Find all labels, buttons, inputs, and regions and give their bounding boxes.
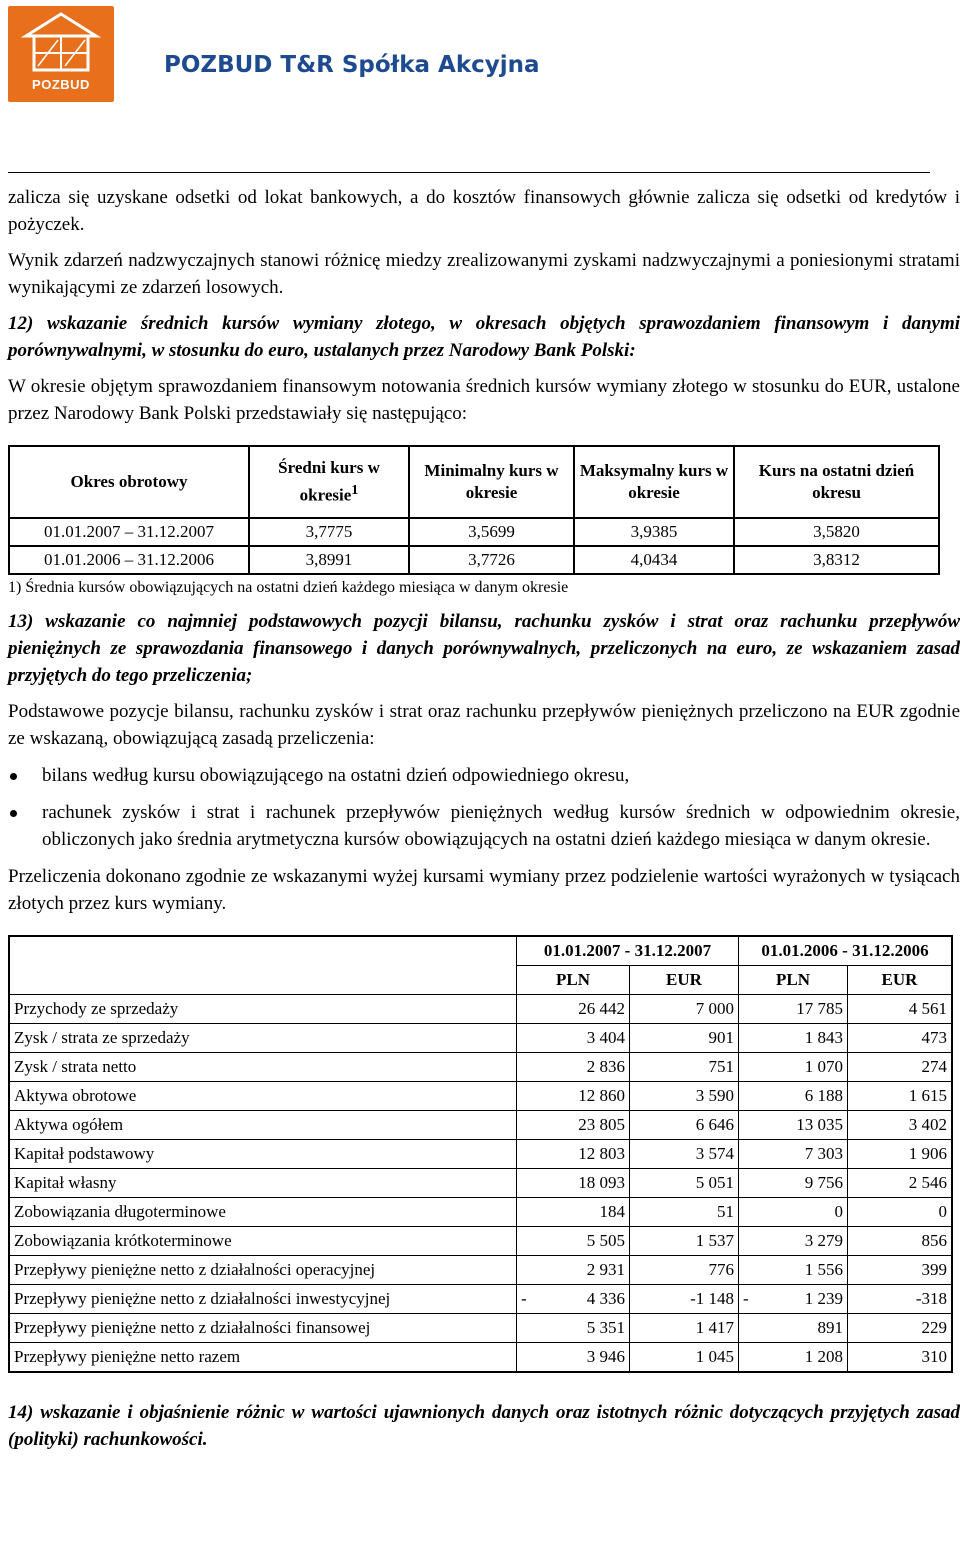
fin-cell bbox=[517, 995, 630, 1024]
intro-paragraph-1: zalicza się uzyskane odsetki od lokat bankowych, a do kosztów finansowych głównie zalicza się odsetki od kredytów i pożyczek. bbox=[8, 187, 960, 235]
rates-cell: 3,7726 bbox=[409, 546, 574, 574]
fin-row-label: Przepływy pieniężne netto z działalności operacyjnej bbox=[9, 1256, 517, 1285]
fin-cell bbox=[848, 1198, 953, 1227]
fin-cell bbox=[848, 995, 953, 1024]
fin-cell bbox=[848, 1285, 953, 1314]
fin-cell bbox=[630, 1314, 739, 1343]
table-row bbox=[9, 1082, 952, 1111]
logo-text: POZBUD bbox=[32, 77, 90, 92]
rates-cell: 01.01.2006 – 31.12.2006 bbox=[9, 546, 249, 574]
rates-header-last: Kurs na ostatni dzień okresu bbox=[734, 446, 939, 518]
fin-cell-value: 12 803 bbox=[578, 1144, 625, 1163]
fin-cell bbox=[517, 1314, 630, 1343]
fin-cell-value: 3 402 bbox=[908, 1115, 947, 1134]
fin-blank-header bbox=[9, 936, 517, 995]
table-row bbox=[9, 1256, 952, 1285]
section-12-text: W okresie objętym sprawozdaniem finansowym notowania średnich kursów wymiany złotego w stosunku do EUR, ustalone przez Narodowy Bank Polski przedstawiały się następująco: bbox=[8, 376, 960, 424]
rates-header-row bbox=[9, 446, 939, 518]
fin-cell-value: 1 615 bbox=[908, 1086, 947, 1105]
fin-cell bbox=[739, 1169, 848, 1198]
table-row bbox=[9, 1314, 952, 1343]
fin-cell-value: 1 208 bbox=[804, 1347, 843, 1366]
list-item-text: bilans według kursu obowiązującego na ostatni dzień odpowiedniego okresu, bbox=[42, 765, 630, 786]
fin-cell-value: 7 303 bbox=[804, 1144, 843, 1163]
fin-cell-value: 17 785 bbox=[796, 999, 843, 1018]
footnote-mark: 1 bbox=[351, 482, 359, 499]
fin-cell-value: 1 537 bbox=[695, 1231, 734, 1250]
company-logo bbox=[8, 6, 114, 102]
fin-cell bbox=[848, 1140, 953, 1169]
list-item bbox=[8, 762, 960, 789]
fin-cell-value: 310 bbox=[921, 1347, 947, 1366]
fin-cell-value: 229 bbox=[921, 1318, 947, 1337]
fin-cell-value: 4 561 bbox=[908, 999, 947, 1018]
rates-header-period: Okres obrotowy bbox=[9, 446, 249, 518]
page-header bbox=[8, 0, 948, 170]
rates-row bbox=[9, 546, 939, 574]
fin-cell-value: 23 805 bbox=[578, 1115, 625, 1134]
rates-footnote: 1) Średnia kursów obowiązujących na ostatni dzień każdego miesiąca w danym okresie bbox=[8, 579, 569, 596]
bullet-icon bbox=[10, 773, 17, 780]
fin-cell bbox=[517, 1198, 630, 1227]
fin-cell bbox=[517, 1111, 630, 1140]
fin-cell-sign: - bbox=[521, 1289, 527, 1308]
section-13-text: Podstawowe pozycje bilansu, rachunku zysków i strat oraz rachunku przepływów pieniężnych przeliczono na EUR zgodnie ze wskazaną, obowiązującą zasadą przeliczenia: bbox=[8, 701, 960, 749]
fin-cell-value: 0 bbox=[834, 1202, 843, 1221]
fin-cell bbox=[739, 1285, 848, 1314]
fin-cell-value: 473 bbox=[921, 1028, 947, 1047]
fin-cell-value: 751 bbox=[708, 1057, 734, 1076]
fin-cell-value: 26 442 bbox=[578, 999, 625, 1018]
fin-cell bbox=[848, 1082, 953, 1111]
fin-cell bbox=[630, 1024, 739, 1053]
fin-cell bbox=[517, 1140, 630, 1169]
rates-cell: 01.01.2007 – 31.12.2007 bbox=[9, 518, 249, 546]
fin-cell-value: 1 070 bbox=[804, 1057, 843, 1076]
fin-row-label: Aktywa obrotowe bbox=[9, 1082, 517, 1111]
section-13-heading: 13) wskazanie co najmniej podstawowych pozycji bilansu, rachunku zysków i strat oraz rachunku przepływów pieniężnych ze sprawozdania finansowego i danych porównywalnych, przeliczonych na euro, ze wskazaniem zasad przyjętych do tego przeliczenia; bbox=[8, 611, 960, 686]
section-14-heading: 14) wskazanie i objaśnienie różnic w wartości ujawnionych danych oraz istotnych różnic dotyczących przyjętych zasad (polityki) rachunkowości. bbox=[8, 1402, 960, 1450]
fin-cell bbox=[739, 1024, 848, 1053]
fin-cell-value: 3 946 bbox=[586, 1347, 625, 1366]
fin-row-label: Zobowiązania krótkoterminowe bbox=[9, 1227, 517, 1256]
fin-cell bbox=[630, 1198, 739, 1227]
fin-cell-value: 856 bbox=[921, 1231, 947, 1250]
fin-cell-value: 5 505 bbox=[586, 1231, 625, 1250]
fin-row-label: Zysk / strata ze sprzedaży bbox=[9, 1024, 517, 1053]
fin-cell bbox=[630, 1285, 739, 1314]
fin-cell-value: -1 148 bbox=[690, 1289, 734, 1308]
fin-cell bbox=[739, 1198, 848, 1227]
fin-table-body bbox=[9, 995, 952, 1373]
fin-cell bbox=[739, 1053, 848, 1082]
rates-cell: 3,9385 bbox=[574, 518, 734, 546]
fin-cell-value: 184 bbox=[599, 1202, 625, 1221]
fin-currency: EUR bbox=[848, 966, 953, 995]
fin-cell-value: 1 556 bbox=[804, 1260, 843, 1279]
fin-cell-value: 2 836 bbox=[586, 1057, 625, 1076]
fin-cell bbox=[739, 1140, 848, 1169]
header-divider bbox=[8, 172, 930, 173]
fin-currency: PLN bbox=[739, 966, 848, 995]
fin-cell bbox=[517, 1227, 630, 1256]
table-row bbox=[9, 1198, 952, 1227]
fin-cell-value: 5 351 bbox=[586, 1318, 625, 1337]
fin-cell bbox=[739, 1314, 848, 1343]
rates-header-average-label: Średni kurs w okresie bbox=[278, 458, 380, 505]
fin-cell bbox=[739, 1082, 848, 1111]
rates-header-average bbox=[249, 446, 409, 518]
fin-cell bbox=[517, 1082, 630, 1111]
fin-cell-value: 1 843 bbox=[804, 1028, 843, 1047]
fin-cell bbox=[630, 1227, 739, 1256]
fin-cell bbox=[630, 1082, 739, 1111]
fin-cell bbox=[630, 1053, 739, 1082]
fin-period-row bbox=[9, 936, 952, 966]
table-row bbox=[9, 1343, 952, 1373]
fin-row-label: Przepływy pieniężne netto razem bbox=[9, 1343, 517, 1373]
fin-row-label: Zobowiązania długoterminowe bbox=[9, 1198, 517, 1227]
fin-cell-value: 2 546 bbox=[908, 1173, 947, 1192]
fin-cell-sign: - bbox=[743, 1289, 749, 1308]
fin-cell bbox=[848, 1343, 953, 1373]
fin-cell-value: 2 931 bbox=[586, 1260, 625, 1279]
section-13-text-2: Przeliczenia dokonano zgodnie ze wskazanymi wyżej kursami wymiany przez podzielenie wartości wyrażonych w tysiącach złotych przez kurs wymiany. bbox=[8, 866, 960, 914]
rates-cell: 3,8312 bbox=[734, 546, 939, 574]
intro-paragraph-2: Wynik zdarzeń nadzwyczajnych stanowi różnicę miedzy zrealizowanymi zyskami nadzwyczajnymi a poniesionymi stratami wynikającymi ze zdarzeń losowych. bbox=[8, 250, 960, 298]
fin-cell-value: 3 574 bbox=[695, 1144, 734, 1163]
fin-cell bbox=[848, 1024, 953, 1053]
fin-cell-value: 5 051 bbox=[695, 1173, 734, 1192]
rates-row bbox=[9, 518, 939, 546]
rates-cell: 3,7775 bbox=[249, 518, 409, 546]
fin-cell-value: 776 bbox=[708, 1260, 734, 1279]
fin-cell-value: 1 417 bbox=[695, 1318, 734, 1337]
fin-cell-value: 18 093 bbox=[578, 1173, 625, 1192]
rates-cell: 3,8991 bbox=[249, 546, 409, 574]
table-row bbox=[9, 1227, 952, 1256]
section-12-heading: 12) wskazanie średnich kursów wymiany złotego, w okresach objętych sprawozdaniem finansowym i danymi porównywalnymi, w stosunku do euro, ustalanych przez Narodowy Bank Polski: bbox=[8, 313, 960, 361]
fin-currency: EUR bbox=[630, 966, 739, 995]
fin-cell-value: 901 bbox=[708, 1028, 734, 1047]
fin-cell-value: 6 188 bbox=[804, 1086, 843, 1105]
fin-cell bbox=[630, 1343, 739, 1373]
conversion-rules-list bbox=[8, 762, 960, 853]
fin-cell-value: 7 000 bbox=[695, 999, 734, 1018]
table-row bbox=[9, 1111, 952, 1140]
fin-cell bbox=[630, 1169, 739, 1198]
fin-cell bbox=[630, 1256, 739, 1285]
fin-cell bbox=[517, 1343, 630, 1373]
list-item-text: rachunek zysków i strat i rachunek przepływów pieniężnych według kursów średnich w odpowiednim okresie, obliczonych jako średnia arytmetyczna kursów obowiązujących na ostatni dzień każdego miesiąca w danym okresie. bbox=[42, 802, 960, 850]
fin-cell-value: 4 336 bbox=[586, 1289, 625, 1308]
company-name: POZBUD T&R Spółka Akcyjna bbox=[164, 52, 540, 78]
fin-cell bbox=[630, 1140, 739, 1169]
financial-data-table bbox=[8, 935, 953, 1373]
rates-cell: 3,5699 bbox=[409, 518, 574, 546]
fin-cell-value: 3 590 bbox=[695, 1086, 734, 1105]
fin-cell bbox=[848, 1169, 953, 1198]
fin-row-label: Zysk / strata netto bbox=[9, 1053, 517, 1082]
fin-row-label: Przepływy pieniężne netto z działalności inwestycyjnej bbox=[9, 1285, 517, 1314]
table-row bbox=[9, 1053, 952, 1082]
document-body bbox=[8, 184, 960, 1453]
fin-cell bbox=[517, 1024, 630, 1053]
rates-cell: 4,0434 bbox=[574, 546, 734, 574]
fin-cell-value: 12 860 bbox=[578, 1086, 625, 1105]
fin-cell bbox=[630, 1111, 739, 1140]
fin-cell-value: 51 bbox=[717, 1202, 734, 1221]
fin-cell bbox=[517, 1256, 630, 1285]
fin-row-label: Kapitał własny bbox=[9, 1169, 517, 1198]
fin-cell bbox=[517, 1053, 630, 1082]
fin-cell bbox=[517, 1169, 630, 1198]
fin-cell-value: 399 bbox=[921, 1260, 947, 1279]
fin-cell bbox=[848, 1256, 953, 1285]
fin-cell bbox=[739, 1256, 848, 1285]
fin-cell-value: 1 906 bbox=[908, 1144, 947, 1163]
fin-cell bbox=[739, 995, 848, 1024]
fin-cell bbox=[848, 1111, 953, 1140]
exchange-rates-table bbox=[8, 445, 940, 575]
rates-header-min: Minimalny kurs w okresie bbox=[409, 446, 574, 518]
table-row bbox=[9, 995, 952, 1024]
fin-period-2007: 01.01.2007 - 31.12.2007 bbox=[517, 936, 739, 966]
rates-cell: 3,5820 bbox=[734, 518, 939, 546]
fin-period-2006: 01.01.2006 - 31.12.2006 bbox=[739, 936, 953, 966]
fin-row-label: Przychody ze sprzedaży bbox=[9, 995, 517, 1024]
fin-cell-value: 274 bbox=[921, 1057, 947, 1076]
fin-cell bbox=[739, 1111, 848, 1140]
fin-row-label: Przepływy pieniężne netto z działalności finansowej bbox=[9, 1314, 517, 1343]
fin-cell-value: 891 bbox=[817, 1318, 843, 1337]
fin-cell bbox=[739, 1227, 848, 1256]
fin-cell-value: 1 239 bbox=[804, 1289, 843, 1308]
fin-cell-value: 1 045 bbox=[695, 1347, 734, 1366]
fin-cell bbox=[848, 1227, 953, 1256]
fin-cell-value: 3 279 bbox=[804, 1231, 843, 1250]
fin-row-label: Kapitał podstawowy bbox=[9, 1140, 517, 1169]
fin-cell bbox=[848, 1053, 953, 1082]
fin-cell-value: 6 646 bbox=[695, 1115, 734, 1134]
fin-cell-value: 3 404 bbox=[586, 1028, 625, 1047]
rates-header-max: Maksymalny kurs w okresie bbox=[574, 446, 734, 518]
fin-cell bbox=[848, 1314, 953, 1343]
fin-cell-value: 13 035 bbox=[796, 1115, 843, 1134]
table-row bbox=[9, 1024, 952, 1053]
fin-cell-value: -318 bbox=[915, 1289, 947, 1308]
fin-cell bbox=[739, 1343, 848, 1373]
fin-currency: PLN bbox=[517, 966, 630, 995]
fin-cell bbox=[630, 995, 739, 1024]
fin-cell bbox=[517, 1285, 630, 1314]
fin-cell-value: 9 756 bbox=[804, 1173, 843, 1192]
table-row bbox=[9, 1169, 952, 1198]
table-row bbox=[9, 1140, 952, 1169]
list-item bbox=[8, 799, 960, 853]
fin-row-label: Aktywa ogółem bbox=[9, 1111, 517, 1140]
bullet-icon bbox=[10, 810, 17, 817]
table-row bbox=[9, 1285, 952, 1314]
fin-cell-value: 0 bbox=[938, 1202, 947, 1221]
